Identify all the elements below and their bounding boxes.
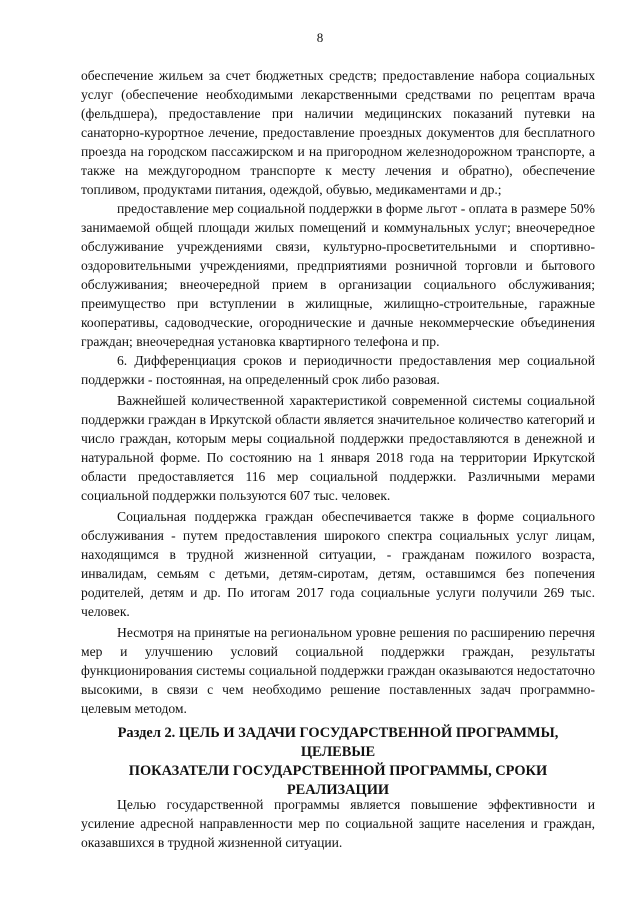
paragraph-differentiation-terms: 6. Дифференциация сроков и периодичности предоставления мер социальной поддержки - постоянная, на определенный срок либо разовая. [81, 353, 595, 387]
page-number: 8 [316, 30, 324, 45]
section-heading-line-3: РЕАЛИЗАЦИИ [286, 782, 390, 798]
paragraph-program-method: Несмотря на принятые на региональном уровне решения по расширению перечня мер и улучшению условий социальной поддержки граждан, результаты функционирования системы социальной поддержки граждан оказываются недостаточно высокими, в связи с чем необходимо решение поставленных задач программно-целевым методом. [81, 625, 595, 716]
paragraph-quantitative-characteristics: Важнейшей количественной характеристикой современной системы социальной поддержки граждан в Иркутской области является значительное количество категорий и число граждан, которым меры социальной поддержки предоставляются в денежной и натуральной форме. По состоянию на 1 января 2018 года на территории Иркутской области предоставляется 116 мер социальной поддержки. Различными мерами социальной поддержки пользуются 607 тыс. человек. [81, 393, 595, 503]
paragraph-program-goal: Целью государственной программы является повышение эффективности и усиление адресной направленности мер по социальной защите населения и граждан, оказавшихся в трудной жизненной ситуации. [81, 797, 595, 850]
section-body [81, 795, 595, 852]
paragraph-benefits-privileges: предоставление мер социальной поддержки в форме льгот - оплата в размере 50% занимаемой общей площади жилых помещений и коммунальных услуг; внеочередное обслуживание учреждениями связи, культурно-просветительными и спортивно-оздоровительными учреждениями, предприятиями розничной торговли и бытового обслуживания; внеочередной прием в организации социального обслуживания; преимущество при вступлении в жилищные, жилищно-строительные, гаражные кооперативы, садоводческие, огороднические и дачные некоммерческие объединения граждан; внеочередная установка квартирного телефона и пр. [81, 201, 595, 349]
body-text [81, 66, 595, 718]
section-heading-line-1: Раздел 2. ЦЕЛЬ И ЗАДАЧИ ГОСУДАРСТВЕННОЙ ПРОГРАММЫ, ЦЕЛЕВЫЕ [117, 725, 559, 760]
paragraph-benefits-list-continued: обеспечение жильем за счет бюджетных средств; предоставление набора социальных услуг (обеспечение необходимыми лекарственными средствами по рецептам врача (фельдшера), предоставление при наличии медицинских показаний путевки на санаторно-курортное лечение, предоставление проездных документов для бесплатного проезда на городском пассажирском и на пригородном железнодорожном транспорте, а также на междугородном транспорте к месту лечения и обратно), обеспечение топливом, продуктами питания, одеждой, обувью, медикаментами и др.; [81, 68, 595, 197]
section-heading [81, 724, 595, 800]
section-heading-line-2: ПОКАЗАТЕЛИ ГОСУДАРСТВЕННОЙ ПРОГРАММЫ, СРОКИ [128, 763, 548, 779]
paragraph-social-services: Социальная поддержка граждан обеспечивается также в форме социального обслуживания - путем предоставления широкого спектра социальных услуг лицам, находящимся в трудной жизненной ситуации, - гражданам пожилого возраста, инвалидам, семьям с детьми, детям-сиротам, детям, оставшимся без попечения родителей, детям и др. По итогам 2017 года социальные услуги получили 269 тыс. человек. [81, 509, 595, 619]
